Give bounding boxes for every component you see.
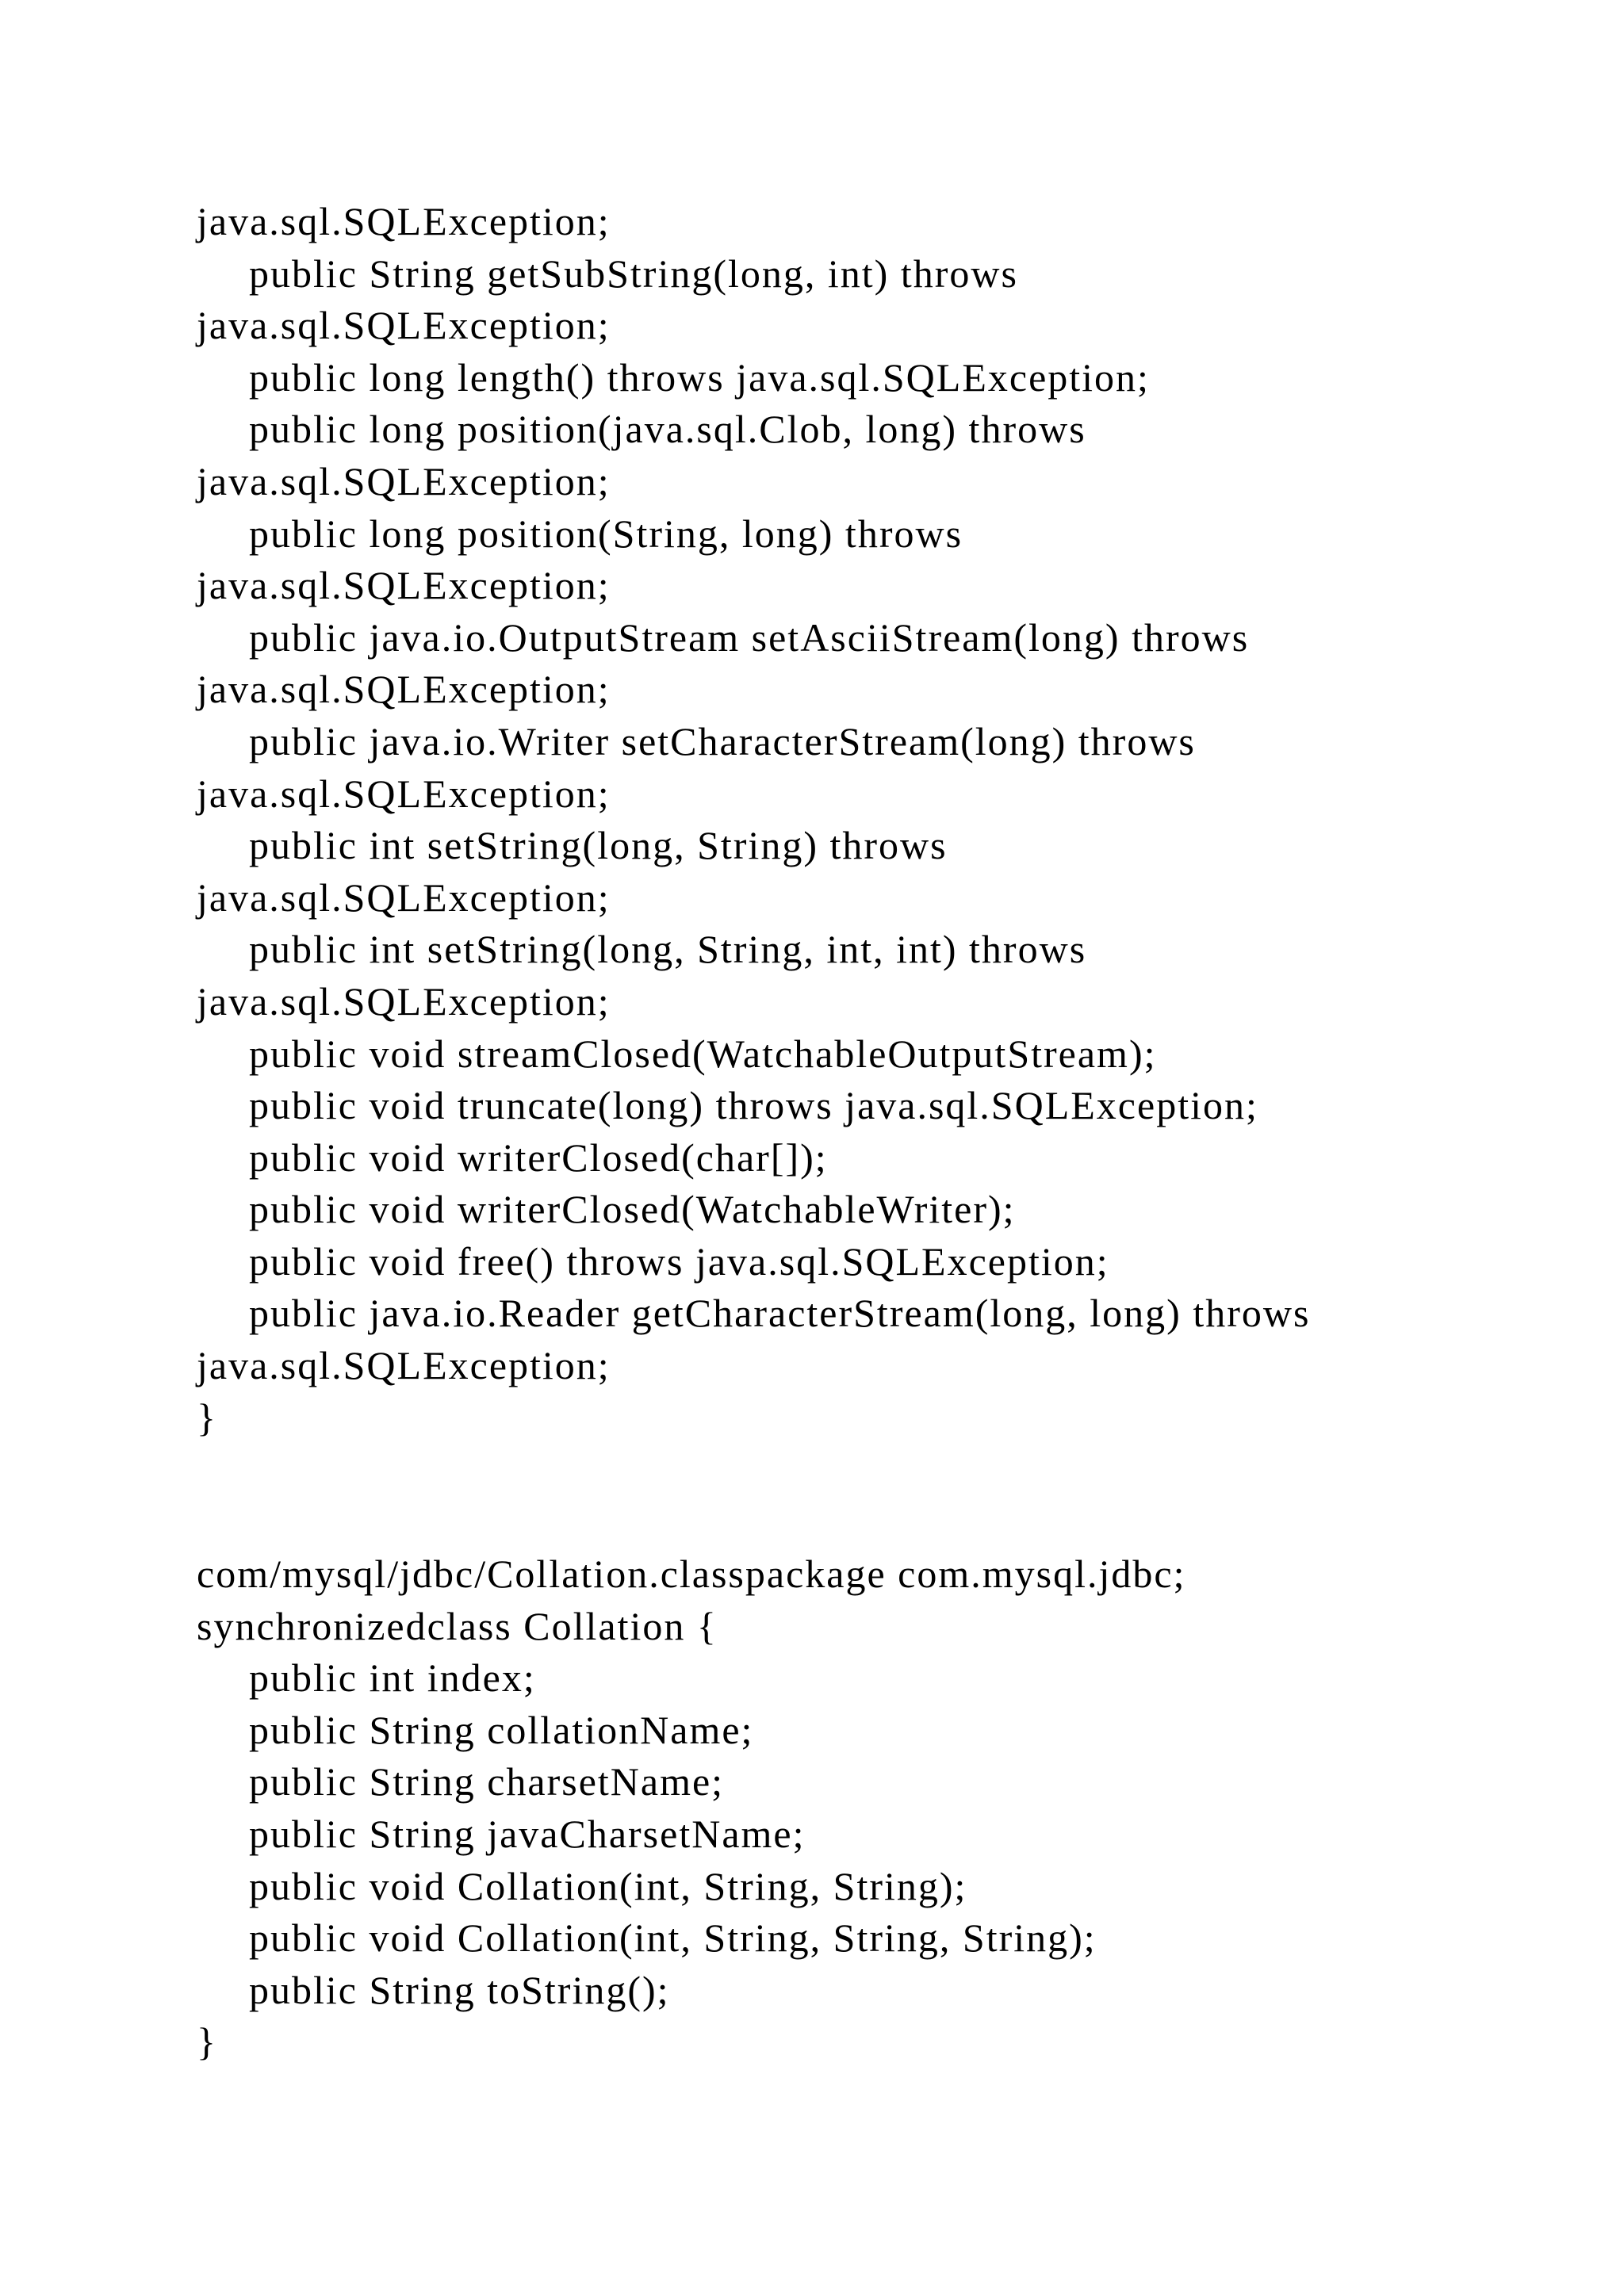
code-line: public void writerClosed(char[]);: [249, 1135, 828, 1180]
code-block-clob-methods: [197, 196, 1310, 1444]
code-line: public java.io.Writer setCharacterStream(long) throws: [249, 718, 1196, 763]
code-line: public java.io.Reader getCharacterStream(long, long) throws: [249, 1291, 1311, 1336]
code-line: public java.io.OutputStream setAsciiStream(long) throws: [249, 614, 1250, 660]
code-line: java.sql.SQLException;: [197, 563, 611, 608]
code-block-collation-class: [197, 1548, 1185, 2068]
code-line: public int index;: [249, 1655, 536, 1701]
code-line: public void truncate(long) throws java.sql.SQLException;: [249, 1083, 1258, 1128]
code-line: java.sql.SQLException;: [197, 978, 611, 1024]
class-declaration: synchronizedclass Collation {: [197, 1603, 718, 1648]
class-file-header: com/mysql/jdbc/Collation.classpackage com.mysql.jdbc;: [197, 1552, 1186, 1596]
code-line: java.sql.SQLException;: [197, 874, 611, 920]
code-line: public String charsetName;: [249, 1759, 725, 1804]
code-line: java.sql.SQLException;: [197, 667, 611, 712]
code-line: java.sql.SQLException;: [197, 771, 611, 816]
code-line: java.sql.SQLException;: [197, 199, 611, 243]
code-line: public void streamClosed(WatchableOutputStream);: [249, 1031, 1157, 1076]
code-line: public int setString(long, String, int, int) throws: [249, 927, 1087, 972]
code-line: public String getSubString(long, int) throws: [249, 251, 1018, 296]
code-line: java.sql.SQLException;: [197, 458, 611, 503]
code-line: java.sql.SQLException;: [197, 1343, 611, 1388]
code-line: public int setString(long, String) throws: [249, 823, 948, 868]
code-line: public long position(String, long) throws: [249, 511, 963, 556]
code-line: public String javaCharsetName;: [249, 1811, 806, 1856]
code-line: java.sql.SQLException;: [197, 303, 611, 348]
code-line: public String toString();: [249, 1967, 670, 2012]
code-line: public String collationName;: [249, 1707, 754, 1752]
code-line: public void Collation(int, String, String, String);: [249, 1915, 1097, 1961]
code-line: public long length() throws java.sql.SQLException;: [249, 354, 1150, 400]
code-line: public void Collation(int, String, String);: [249, 1863, 967, 1908]
code-line: public long position(java.sql.Clob, long) throws: [249, 407, 1086, 452]
closing-brace: }: [197, 1395, 217, 1440]
code-line: public void free() throws java.sql.SQLException;: [249, 1238, 1109, 1284]
closing-brace: }: [197, 2019, 217, 2064]
code-line: public void writerClosed(WatchableWriter);: [249, 1187, 1016, 1232]
